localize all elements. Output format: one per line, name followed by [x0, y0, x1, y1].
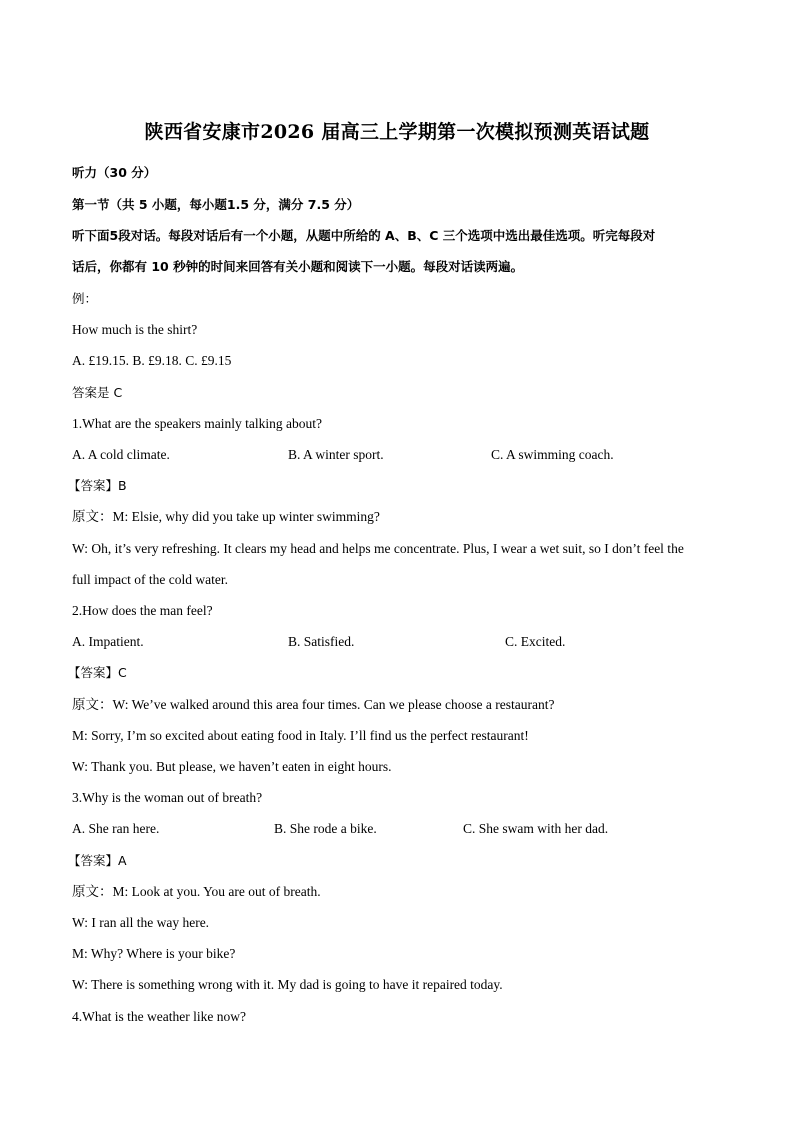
section-heading: 听力（30 分） — [72, 165, 157, 180]
question-1: 1.What are the speakers mainly talking about? — [72, 416, 323, 431]
q3-option-c: C. She swam with her dad. — [463, 821, 609, 836]
q2-transcript-2: M: Sorry, I’m so excited about eating food in Italy. I’ll find us the perfect restaurant! — [72, 728, 529, 743]
q1-option-a: A. A cold climate. — [72, 447, 170, 462]
question-3: 3.Why is the woman out of breath? — [72, 790, 263, 805]
q3-transcript-2: W: I ran all the way here. — [72, 915, 210, 930]
example-options: A. £19.15. B. £9.18. C. £9.15 — [72, 353, 232, 368]
question-2: 2.How does the man feel? — [72, 603, 213, 618]
q1-transcript-1: 原文：M: Elsie, why did you take up winter swimming? — [72, 509, 380, 524]
instruction-line-2: 话后，你都有 10 秒钟的时间来回答有关小题和阅读下一小题。每段对话读两遍。 — [72, 259, 524, 274]
q3-option-b: B. She rode a bike. — [274, 821, 377, 836]
q1-answer: 【答案】B — [68, 478, 127, 493]
q1-option-c: C. A swimming coach. — [491, 447, 614, 462]
q2-option-b: B. Satisfied. — [288, 634, 355, 649]
example-question: How much is the shirt? — [72, 322, 198, 337]
q3-option-a: A. She ran here. — [72, 821, 160, 836]
q1-transcript-2: W: Oh, it’s very refreshing. It clears my head and helps me concentrate. Plus, I wear a wet suit, so I don’t feel the — [72, 541, 684, 556]
question-4: 4.What is the weather like now? — [72, 1009, 246, 1024]
q3-answer: 【答案】A — [68, 853, 127, 868]
instruction-line-1: 听下面5段对话。每段对话后有一个小题，从题中所给的 A、B、C 三个选项中选出最佳选项。听完每段对 — [72, 228, 656, 243]
q2-option-a: A. Impatient. — [72, 634, 144, 649]
q1-option-b: B. A winter sport. — [288, 447, 384, 462]
q1-transcript-3: full impact of the cold water. — [72, 572, 228, 587]
q2-transcript-1: 原文：W: We’ve walked around this area four times. Can we please choose a restaurant? — [72, 697, 555, 712]
q2-transcript-3: W: Thank you. But please, we haven’t eaten in eight hours. — [72, 759, 392, 774]
q3-transcript-1: 原文：M: Look at you. You are out of breath. — [72, 884, 321, 899]
q3-transcript-3: M: Why? Where is your bike? — [72, 946, 236, 961]
q2-answer: 【答案】C — [68, 665, 127, 680]
page-title: 陕西省安康市2026 届高三上学期第一次模拟预测英语试题 — [144, 121, 650, 143]
section-part: 第一节（共 5 小题，每小题1.5 分，满分 7.5 分） — [72, 197, 360, 212]
example-answer: 答案是 C — [72, 385, 123, 400]
example-label: 例： — [72, 291, 98, 306]
q3-transcript-4: W: There is something wrong with it. My dad is going to have it repaired today. — [72, 977, 503, 992]
q2-option-c: C. Excited. — [505, 634, 566, 649]
